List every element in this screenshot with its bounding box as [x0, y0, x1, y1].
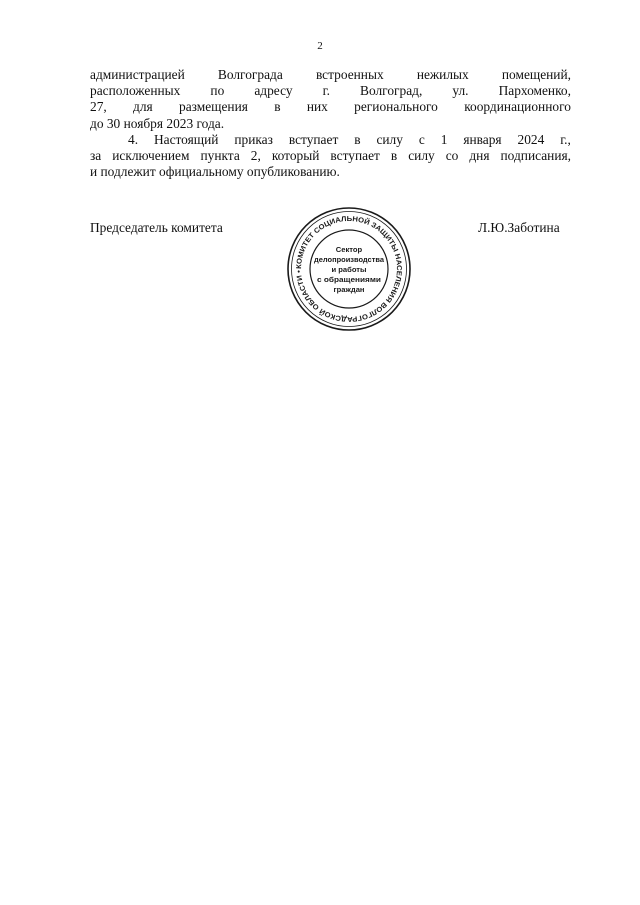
word: января — [463, 131, 502, 147]
word: пункта — [200, 148, 240, 164]
seal-center-line: с обращениями — [317, 275, 382, 284]
word: 4. — [128, 131, 139, 147]
seal-center-line: граждан — [333, 285, 365, 294]
official-seal — [286, 206, 412, 332]
word: за — [90, 148, 102, 164]
word: подписания, — [500, 148, 571, 164]
word: Настоящий — [153, 131, 219, 147]
word: в — [274, 99, 281, 115]
word: по — [210, 83, 225, 99]
word: для — [133, 99, 153, 115]
word: регионального — [354, 99, 438, 115]
word: приказ — [234, 131, 273, 147]
word: вступает — [330, 148, 380, 164]
word: со — [445, 148, 459, 164]
seal-center-line: и работы — [331, 265, 367, 274]
word: 1 — [440, 131, 448, 147]
word: исключением — [112, 148, 190, 164]
signatory-position: Председатель комитета — [90, 220, 223, 235]
document-body — [90, 67, 571, 180]
signatory-name: Л.Ю.Заботина — [478, 220, 560, 235]
word: силу — [408, 148, 435, 164]
paragraph-2-line-3: и подлежит официальному опубликованию. — [90, 164, 340, 180]
word: 2, — [250, 148, 261, 164]
paragraph-1-line-3 — [90, 99, 571, 115]
word: Пархоменко, — [498, 83, 571, 99]
word: г., — [560, 131, 571, 147]
paragraph-1-line-1 — [90, 67, 571, 83]
paragraph-1-line-2 — [90, 83, 571, 99]
seal-center-line: Сектор — [335, 245, 363, 254]
seal-ring-textpath: КОМИТЕТ СОЦИАЛЬНОЙ ЗАЩИТЫ НАСЕЛЕНИЯ ВОЛГОГРАДСКОЙ ОБЛАСТИ • — [294, 214, 404, 324]
paragraph-2-line-1 — [90, 132, 571, 148]
word: расположенных — [90, 83, 181, 99]
word: в — [390, 148, 398, 164]
word: Волгограда — [217, 67, 283, 82]
word: в — [354, 131, 361, 147]
word: силу — [376, 131, 403, 147]
word: Волгоград, — [360, 83, 423, 99]
seal-icon — [286, 206, 412, 332]
word: 2024 — [517, 131, 545, 147]
word: который — [271, 148, 320, 164]
word: дня — [469, 148, 490, 164]
seal-center-text — [314, 245, 385, 294]
word: координационного — [464, 99, 571, 115]
word: 27, — [90, 99, 107, 115]
word: вступает — [288, 131, 339, 147]
word: размещения — [179, 99, 248, 115]
seal-center-line: делопроизводства — [314, 255, 385, 264]
word: помещений, — [501, 67, 571, 82]
word: адресу — [254, 83, 293, 99]
page-number: 2 — [317, 40, 323, 52]
word: них — [306, 99, 328, 115]
word: администрацией — [90, 67, 185, 82]
word: с — [418, 131, 425, 147]
paragraph-1-line-4: до 30 ноября 2023 года. — [90, 115, 225, 131]
paragraph-2-line-2 — [90, 148, 571, 164]
word: г. — [322, 83, 330, 99]
word: нежилых — [416, 67, 469, 82]
word: встроенных — [315, 67, 384, 82]
word: ул. — [452, 83, 469, 99]
